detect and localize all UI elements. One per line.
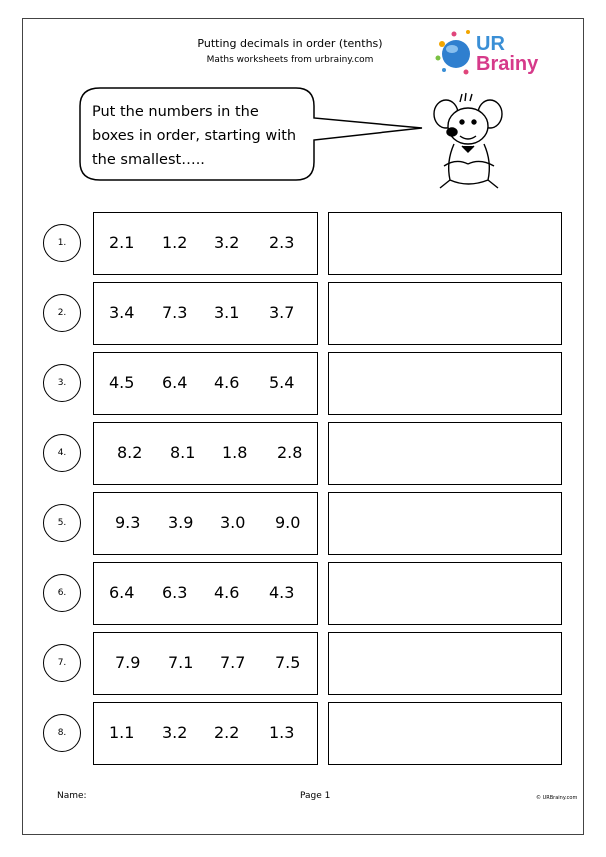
- page-subtitle: Maths worksheets from urbrainy.com: [206, 55, 374, 65]
- page-title: Putting decimals in order (tenths): [197, 37, 383, 50]
- decimal-value: 4.6: [214, 373, 240, 392]
- instruction-line-3: the smallest…..: [92, 152, 205, 168]
- decimal-value: 2.3: [269, 233, 295, 252]
- question-number: 4.: [43, 434, 81, 472]
- decimal-value: 6.4: [109, 583, 135, 602]
- numbers-box: [93, 422, 318, 485]
- decimal-value: 3.0: [220, 513, 246, 532]
- decimal-value: 1.1: [109, 723, 135, 742]
- decimal-value: 7.5: [275, 653, 301, 672]
- decimal-value: 2.8: [277, 443, 303, 462]
- question-number: 8.: [43, 714, 81, 752]
- decimal-value: 1.3: [269, 723, 295, 742]
- page-number: Page 1: [300, 791, 331, 801]
- copyright: © URBrainy.com: [536, 795, 578, 801]
- decimal-value: 6.4: [162, 373, 188, 392]
- decimal-value: 7.3: [162, 303, 188, 322]
- question-number: 7.: [43, 644, 81, 682]
- decimal-value: 5.4: [269, 373, 295, 392]
- decimal-value: 1.2: [162, 233, 188, 252]
- answer-box[interactable]: [328, 702, 562, 765]
- question-number: 2.: [43, 294, 81, 332]
- numbers-box: [93, 282, 318, 345]
- decimal-value: 8.1: [170, 443, 196, 462]
- decimal-value: 4.5: [109, 373, 135, 392]
- answer-box[interactable]: [328, 492, 562, 555]
- answer-box[interactable]: [328, 422, 562, 485]
- decimal-value: 4.3: [269, 583, 295, 602]
- answer-box[interactable]: [328, 352, 562, 415]
- name-label: Name:: [57, 791, 87, 801]
- mouse-character-icon: [432, 92, 512, 192]
- answer-box[interactable]: [328, 212, 562, 275]
- question-number: 1.: [43, 224, 81, 262]
- decimal-value: 2.2: [214, 723, 240, 742]
- decimal-value: 2.1: [109, 233, 135, 252]
- question-number: 5.: [43, 504, 81, 542]
- decimal-value: 3.7: [269, 303, 295, 322]
- question-number: 6.: [43, 574, 81, 612]
- logo-brainy-text: Brainy: [476, 53, 539, 75]
- logo-ur-text: UR: [476, 33, 505, 55]
- numbers-box: [93, 702, 318, 765]
- decimal-value: 3.9: [168, 513, 194, 532]
- instruction-line-1: Put the numbers in the: [92, 104, 259, 120]
- decimal-value: 9.3: [115, 513, 141, 532]
- question-number: 3.: [43, 364, 81, 402]
- numbers-box: [93, 352, 318, 415]
- decimal-value: 8.2: [117, 443, 143, 462]
- decimal-value: 3.4: [109, 303, 135, 322]
- decimal-value: 3.2: [162, 723, 188, 742]
- decimal-value: 9.0: [275, 513, 301, 532]
- decimal-value: 3.1: [214, 303, 240, 322]
- numbers-box: [93, 492, 318, 555]
- answer-box[interactable]: [328, 282, 562, 345]
- urbrainy-logo: [432, 28, 550, 76]
- decimal-value: 4.6: [214, 583, 240, 602]
- numbers-box: [93, 212, 318, 275]
- decimal-value: 7.7: [220, 653, 246, 672]
- instruction-text: [92, 100, 307, 172]
- answer-box[interactable]: [328, 632, 562, 695]
- decimal-value: 1.8: [222, 443, 248, 462]
- answer-box[interactable]: [328, 562, 562, 625]
- decimal-value: 7.9: [115, 653, 141, 672]
- decimal-value: 3.2: [214, 233, 240, 252]
- decimal-value: 7.1: [168, 653, 194, 672]
- numbers-box: [93, 632, 318, 695]
- instruction-line-2: boxes in order, starting with: [92, 128, 297, 144]
- numbers-box: [93, 562, 318, 625]
- decimal-value: 6.3: [162, 583, 188, 602]
